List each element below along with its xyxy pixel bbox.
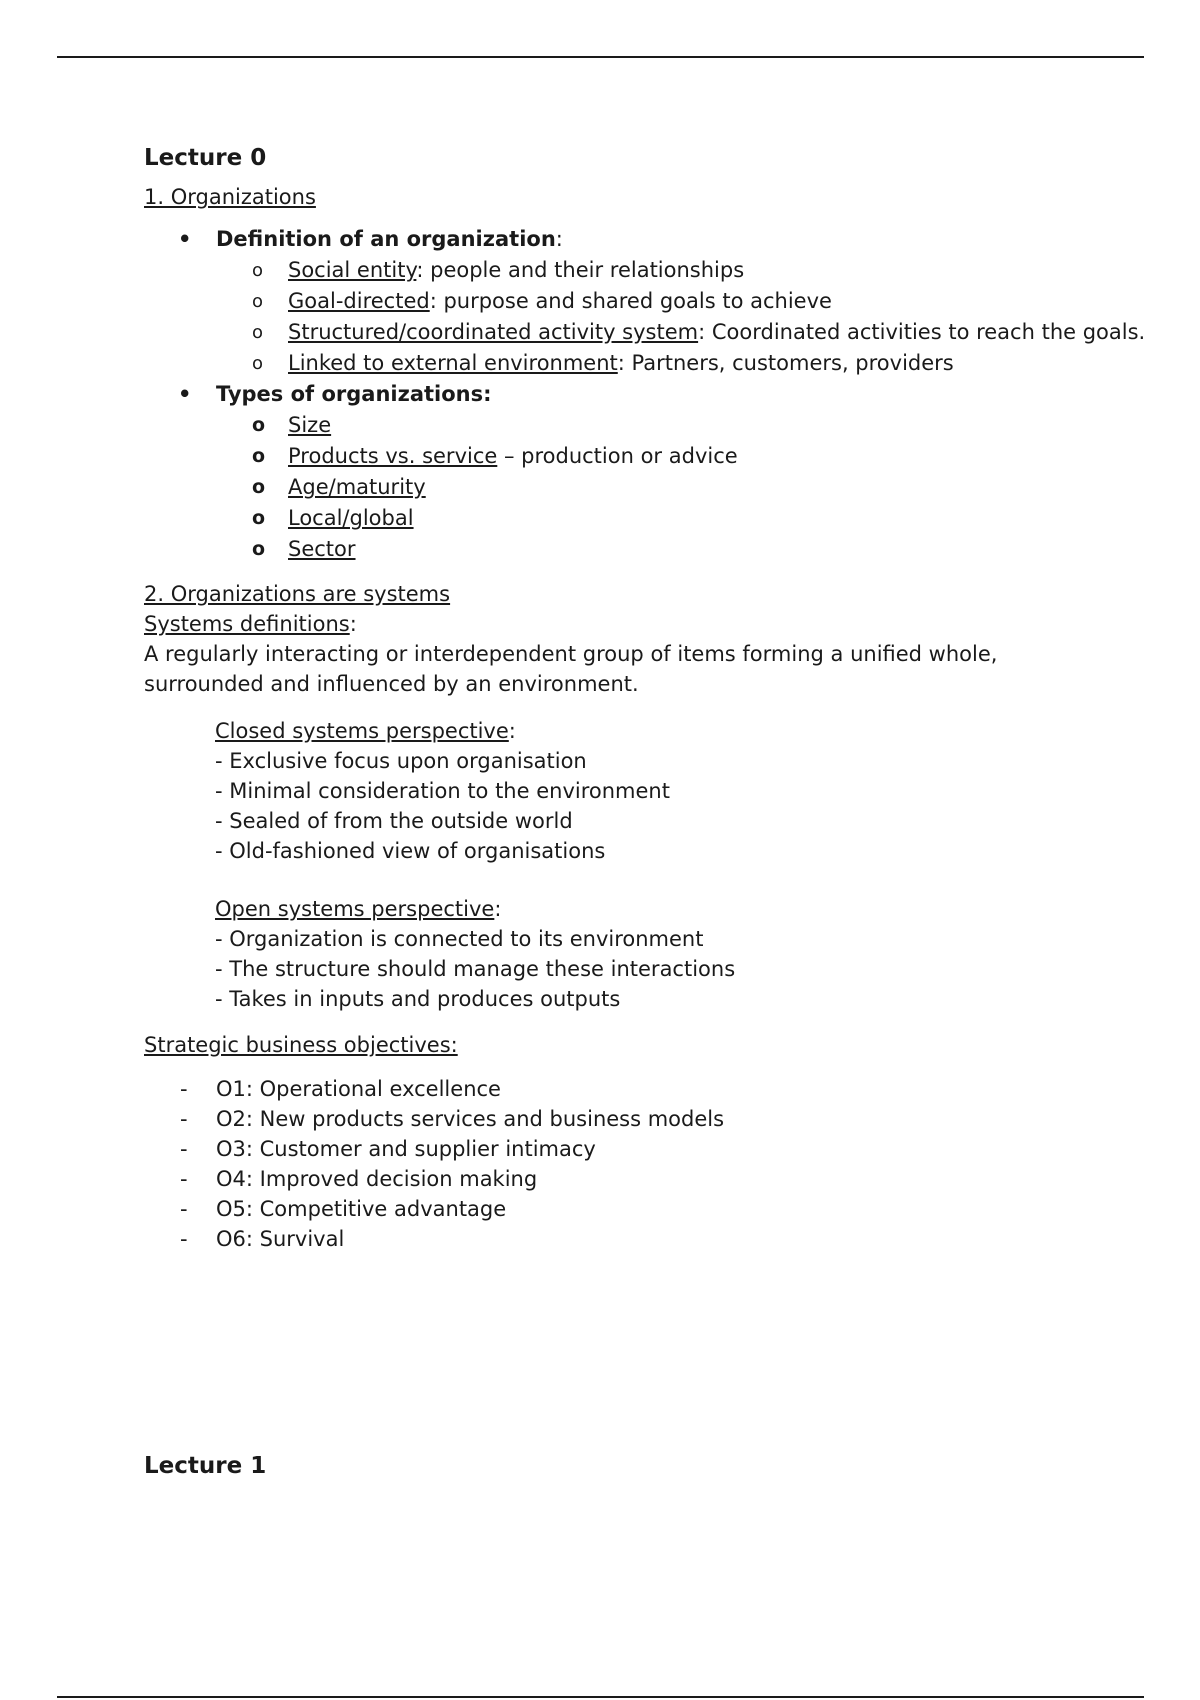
objective-text: O4: Improved decision making bbox=[216, 1167, 538, 1191]
objective-item bbox=[144, 1164, 1064, 1194]
open-item: - The structure should manage these interactions bbox=[215, 957, 736, 981]
bottom-rule bbox=[57, 1696, 1144, 1698]
type-item bbox=[144, 410, 1148, 441]
sub-marker: o bbox=[252, 507, 266, 529]
definition-item bbox=[144, 317, 1148, 348]
type-term: Local/global bbox=[288, 506, 414, 530]
bullet-types bbox=[144, 379, 1064, 565]
sub-marker: o bbox=[252, 291, 264, 312]
type-item bbox=[144, 534, 1148, 565]
type-term: Age/maturity bbox=[288, 475, 426, 499]
closed-systems-block bbox=[215, 716, 1064, 866]
objective-text: O5: Competitive advantage bbox=[216, 1197, 507, 1221]
objective-text: O6: Survival bbox=[216, 1227, 345, 1251]
closed-item: - Old-fashioned view of organisations bbox=[215, 839, 606, 863]
objective-item bbox=[144, 1104, 1064, 1134]
definition-desc: : people and their relationships bbox=[416, 258, 745, 282]
dash-marker: - bbox=[180, 1197, 188, 1221]
sub-marker: o bbox=[252, 538, 266, 560]
definition-desc: : Coordinated activities to reach the goals. bbox=[698, 320, 1146, 344]
definition-desc: : purpose and shared goals to achieve bbox=[429, 289, 832, 313]
definition-term: Social entity bbox=[288, 258, 417, 282]
definition-item bbox=[144, 255, 1148, 286]
objective-text: O3: Customer and supplier intimacy bbox=[216, 1137, 596, 1161]
types-sub-list bbox=[216, 410, 1064, 565]
section-1-heading: 1. Organizations bbox=[144, 185, 316, 209]
objective-item bbox=[144, 1074, 1064, 1104]
section-2-heading: 2. Organizations are systems bbox=[144, 582, 451, 606]
bullet-definition bbox=[144, 224, 1146, 379]
systems-definitions-label: Systems definitions bbox=[144, 612, 350, 636]
sub-marker: o bbox=[252, 353, 264, 374]
definition-colon: : bbox=[555, 227, 563, 251]
open-systems-label: Open systems perspective bbox=[215, 897, 495, 921]
type-item bbox=[144, 503, 1148, 534]
dash-marker: - bbox=[180, 1167, 188, 1191]
closed-systems-colon: : bbox=[508, 719, 516, 743]
objective-item bbox=[144, 1224, 1064, 1254]
sub-marker: o bbox=[252, 260, 264, 281]
definition-desc: : Partners, customers, providers bbox=[617, 351, 954, 375]
open-systems-colon: : bbox=[494, 897, 502, 921]
lecture-0-title: Lecture 0 bbox=[144, 145, 267, 171]
definition-term: Linked to external environment bbox=[288, 351, 618, 375]
systems-definition-text: A regularly interacting or interdependent group of items forming a unified whole, surrounded and influenced by an environment. bbox=[144, 642, 998, 696]
top-rule bbox=[57, 56, 1144, 58]
type-item bbox=[144, 441, 1148, 472]
definition-label: Definition of an organization bbox=[216, 227, 556, 251]
dash-marker: - bbox=[180, 1107, 188, 1131]
open-item: - Takes in inputs and produces outputs bbox=[215, 987, 621, 1011]
definition-item bbox=[144, 286, 1148, 317]
type-term: Size bbox=[288, 413, 332, 437]
systems-definitions-colon: : bbox=[349, 612, 357, 636]
objective-item bbox=[144, 1194, 1064, 1224]
document-page bbox=[144, 140, 1146, 1484]
closed-item: - Minimal consideration to the environment bbox=[215, 779, 670, 803]
objective-text: O2: New products services and business models bbox=[216, 1107, 725, 1131]
systems-definitions bbox=[144, 609, 1064, 639]
type-item bbox=[144, 472, 1148, 503]
objective-item bbox=[144, 1134, 1064, 1164]
bullet-marker: • bbox=[178, 382, 192, 406]
sub-marker: o bbox=[252, 322, 264, 343]
dash-marker: - bbox=[180, 1227, 188, 1251]
closed-systems-heading bbox=[215, 716, 1064, 746]
type-desc: – production or advice bbox=[497, 444, 738, 468]
definition-term: Structured/coordinated activity system bbox=[288, 320, 699, 344]
type-term: Products vs. service bbox=[288, 444, 498, 468]
sub-marker: o bbox=[252, 414, 266, 436]
sub-marker: o bbox=[252, 445, 266, 467]
dash-marker: - bbox=[180, 1077, 188, 1101]
dash-marker: - bbox=[180, 1137, 188, 1161]
closed-item: - Sealed of from the outside world bbox=[215, 809, 573, 833]
closed-item: - Exclusive focus upon organisation bbox=[215, 749, 587, 773]
type-term: Sector bbox=[288, 537, 356, 561]
objectives-list bbox=[144, 1074, 1064, 1254]
definition-item bbox=[144, 348, 1148, 379]
definition-term: Goal-directed bbox=[288, 289, 430, 313]
open-systems-block bbox=[215, 894, 1064, 1014]
sub-marker: o bbox=[252, 476, 266, 498]
objectives-heading: Strategic business objectives: bbox=[144, 1033, 458, 1057]
open-systems-heading bbox=[215, 894, 1064, 924]
closed-systems-label: Closed systems perspective bbox=[215, 719, 509, 743]
definition-sub-list bbox=[216, 255, 1146, 379]
bullet-marker: • bbox=[178, 227, 192, 251]
open-item: - Organization is connected to its environment bbox=[215, 927, 704, 951]
organization-bullets bbox=[144, 224, 1146, 565]
types-label: Types of organizations: bbox=[216, 382, 492, 406]
objective-text: O1: Operational excellence bbox=[216, 1077, 501, 1101]
lecture-1-title: Lecture 1 bbox=[144, 1453, 267, 1479]
